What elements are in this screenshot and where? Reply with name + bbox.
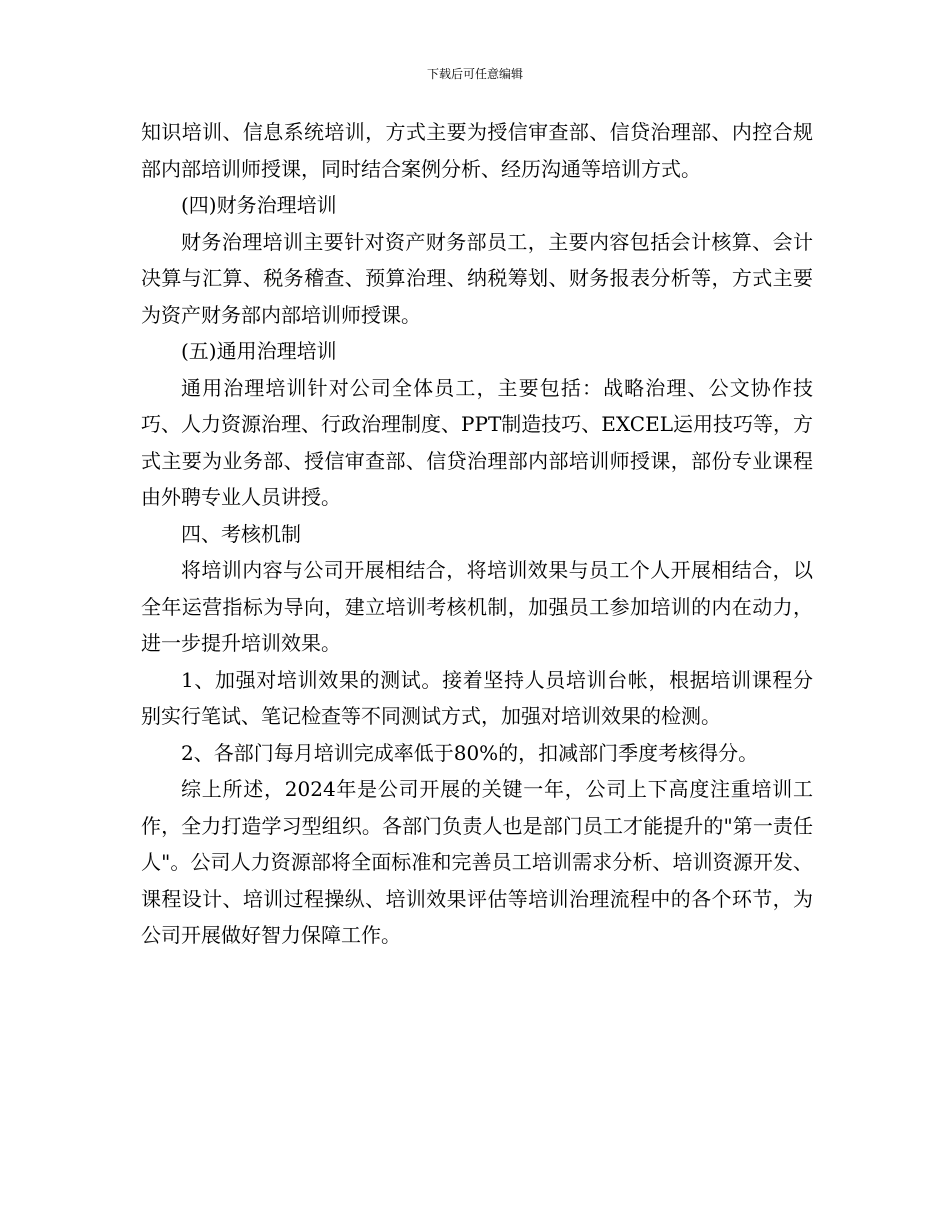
- paragraph-assessment-item-2: 2、各部门每月培训完成率低于80%的，扣减部门季度考核得分。: [181, 740, 759, 765]
- section-heading-finance-training: (四)财务治理培训: [181, 193, 337, 217]
- document-body: [141, 114, 813, 954]
- paragraph-finance-training: 财务治理培训主要针对资产财务部员工，主要内容包括会计核算、会计决算与汇算、税务稽查、预算治理、纳税筹划、财务报表分析等，方式主要为资产财务部内部培训师授课。: [141, 229, 813, 327]
- page-header: 下载后可任意编辑: [426, 67, 523, 81]
- paragraph-general-training: 通用治理培训针对公司全体员工，主要包括：战略治理、公文协作技巧、人力资源治理、行政治理制度、PPT制造技巧、EXCEL运用技巧等，方式主要为业务部、授信审查部、信贷治理部内部培训师授课，部份专业课程由外聘专业人员讲授。: [141, 375, 813, 509]
- section-heading-assessment: 四、考核机制: [181, 521, 301, 546]
- paragraph-assessment-item-1: 1、加强对培训效果的测试。接着坚持人员培训台帐，根据培训课程分别实行笔试、笔记检查等不同测试方式，加强对培训效果的检测。: [141, 667, 813, 728]
- paragraph-summary: 综上所述，2024年是公司开展的关键一年，公司上下高度注重培训工作，全力打造学习型组织。各部门负责人也是部门员工才能提升的"第一责任人"。公司人力资源部将全面标准和完善员工培训需求分析、培训资源开发、课程设计、培训过程操纵、培训效果评估等培训治理流程中的各个环节，为公司开展做好智力保障工作。: [141, 777, 813, 947]
- paragraph-training-methods: 知识培训、信息系统培训，方式主要为授信审查部、信贷治理部、内控合规部内部培训师授课，同时结合案例分析、经历沟通等培训方式。: [141, 120, 813, 181]
- section-heading-general-training: (五)通用治理培训: [181, 339, 337, 363]
- paragraph-assessment: 将培训内容与公司开展相结合，将培训效果与员工个人开展相结合，以全年运营指标为导向，建立培训考核机制，加强员工参加培训的内在动力，进一步提升培训效果。: [141, 558, 813, 655]
